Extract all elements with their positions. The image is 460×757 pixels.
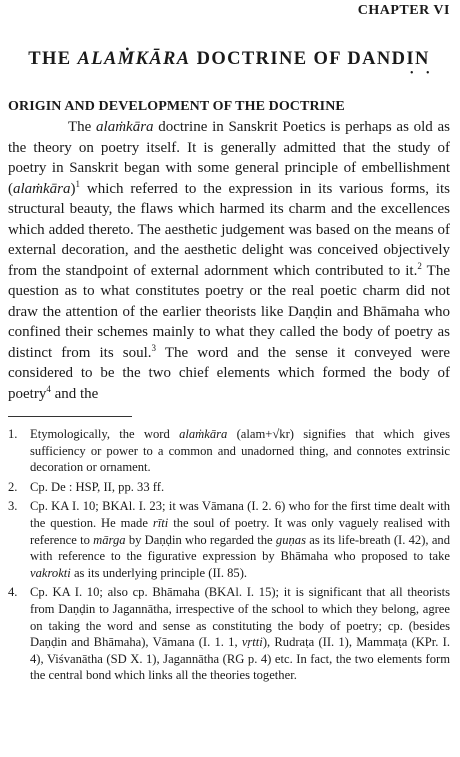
body-paragraph <box>8 117 450 404</box>
footnotes-list <box>8 426 450 684</box>
text-run: Etymologically, the word <box>30 427 180 441</box>
italic-term: mārga <box>93 532 126 547</box>
chapter-title-prefix: THE <box>28 49 78 69</box>
footnote-marker[interactable]: 4 <box>46 383 51 394</box>
text-run: The <box>68 119 97 135</box>
footnote-marker[interactable]: 1 <box>75 178 80 189</box>
section-heading: ORIGIN AND DEVELOPMENT OF THE DOCTRINE <box>8 99 345 114</box>
footnote-number: 3. <box>8 499 18 514</box>
italic-term: alaṁkāra <box>179 427 228 441</box>
italic-term: vṛtti <box>241 635 263 650</box>
text-run: which referred to the expression in its various forms, its structural beauty, the flaws which harmed its charm and the excellences which added thereto. The aesthetic judgement was based on the means of external decoration, and the aesthetic delight was conceived objectively from the standpoint of external adornment which contributed to it. <box>8 180 450 279</box>
text-run: as its life-breath (I. 42), and with reference to the figurative expression by Bhāmaha who proposed to take <box>30 532 450 564</box>
text-run: The word and the sense it conveyed were considered to be the two chief elements which formed the body of poetry <box>8 344 450 402</box>
italic-term: alaṁkāra <box>13 180 71 197</box>
footnote-number: 4. <box>8 585 18 600</box>
text-run: Cp. KA I. 10; BKAl. I. 23; it was Vāmana (I. 2. 6) who for the first time dealt with the question. He made <box>30 499 450 530</box>
diacritic-dot: • <box>426 68 430 79</box>
chapter-title <box>8 48 450 70</box>
text-run: Cp. De : HSP, II, pp. 33 ff. <box>30 479 165 494</box>
chapter-title-suffix: DOCTRINE OF DANDIN <box>190 49 430 69</box>
text-run: (alam+√kr) signifies that which gives sufficiency or power to a common and unadorned thing, and connotes extrinsic decoration or ornament. <box>30 427 450 475</box>
footnote-number: 2. <box>8 479 18 494</box>
footnote-text <box>30 498 450 581</box>
italic-term: vakrokti <box>30 565 71 580</box>
text-run: ) <box>70 180 76 197</box>
italic-term: rīti <box>152 515 169 530</box>
chapter-title-italic: ALAṀKĀRA <box>77 49 191 69</box>
text-run: and the <box>50 385 99 402</box>
italic-term: guṇas <box>275 532 306 547</box>
footnote-item <box>8 498 450 581</box>
footnote-text <box>30 479 450 496</box>
footnote-item <box>8 479 450 496</box>
footnote-marker[interactable]: 2 <box>417 260 422 271</box>
footnote-number: 1. <box>8 427 18 441</box>
footnote-text <box>30 426 450 476</box>
diacritic-dot: • <box>410 68 414 79</box>
footnote-marker[interactable]: 3 <box>151 342 157 353</box>
footnote-item <box>8 584 450 684</box>
chapter-number: CHAPTER VI <box>357 3 450 18</box>
footnote-item <box>8 426 450 476</box>
italic-term: alaṁkāra <box>96 119 154 135</box>
text-run: by Daṇḍin who regarded the <box>125 532 276 547</box>
text-run: ), Rudraṭa (II. 1), Mammaṭa (KPr. I. 4), Viśvanātha (SD X. 1), Jagannātha (RG p. 4) etc. In fact, the two elements form the central bond which links all the theories together. <box>30 635 451 683</box>
text-run: Cp. KA I. 10; also cp. Bhāmaha (BKAl. I. 15); it is significant that all theorists from Daṇḍin to Jagannātha, irrespective of the school to which they belong, agree on taking the word and sense as constituting the body of poetry; cp. (besides Daṇḍin and Bhāmaha), Vāmana (I. 1. 1, <box>30 585 450 650</box>
title-diacritic-dots <box>8 70 450 78</box>
text-run: The question as to what constitutes poetry or the real poetic charm did not draw the attention of the earlier theorists like Daṇḍin and Bhāmaha who confined their schemes mainly to what they called the body of poetry as distinct from its soul. <box>8 262 450 361</box>
footnote-text <box>30 584 450 684</box>
text-run: the soul of poetry. It was only vaguely realised with reference to <box>30 515 450 547</box>
text-run: doctrine in Sanskrit Poetics is perhaps as old as the theory on poetry itself. It is generally admitted that the study of poetry in Sanskrit began with some general principle of embellishment ( <box>8 119 450 197</box>
footnote-divider <box>8 416 132 417</box>
text-run: as its underlying principle (II. 85). <box>70 565 248 580</box>
